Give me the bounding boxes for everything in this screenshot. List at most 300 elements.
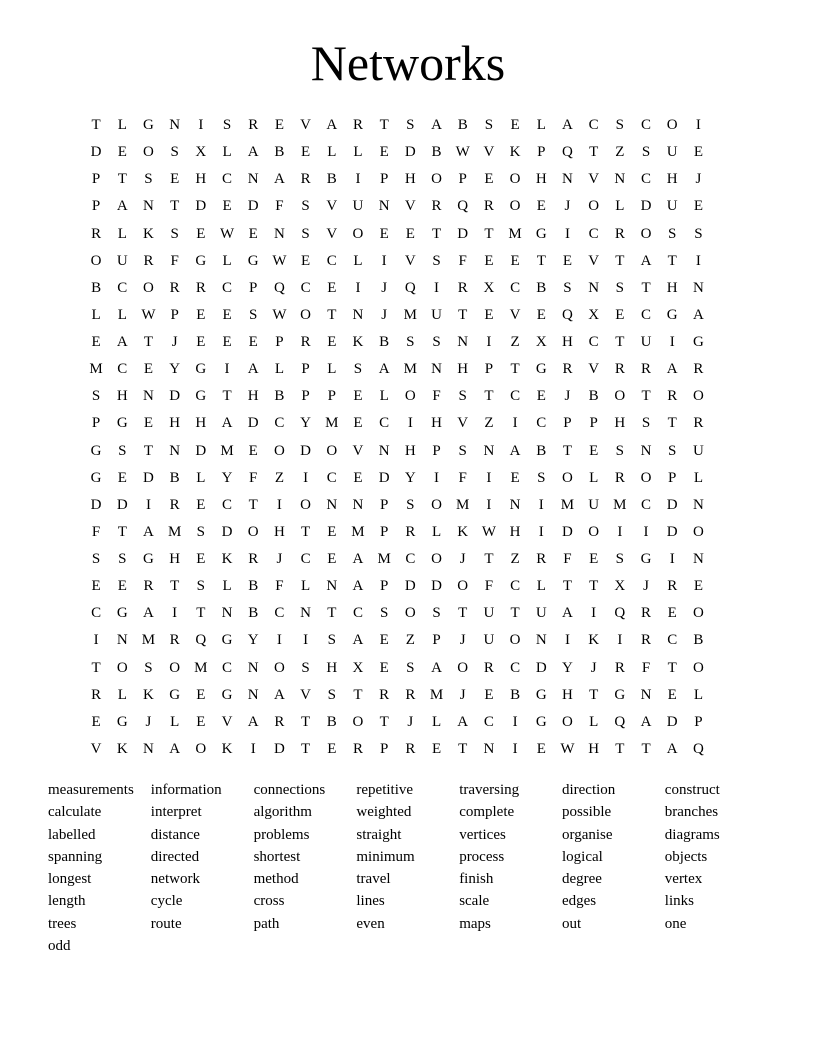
grid-letter: J <box>695 171 702 188</box>
grid-letter: S <box>301 225 310 242</box>
grid-letter: B <box>536 279 547 296</box>
grid-letter: O <box>431 171 442 188</box>
grid-letter: C <box>300 279 311 296</box>
grid-letter: N <box>273 225 285 242</box>
grid-letter: Y <box>247 632 259 649</box>
grid-letter: H <box>457 361 469 378</box>
grid-letter: D <box>562 523 573 540</box>
grid-letter: T <box>117 523 127 540</box>
grid-letter: S <box>118 551 127 568</box>
grid-letter: I <box>669 551 675 568</box>
grid-letter: G <box>90 469 102 486</box>
grid-letter: R <box>143 578 154 595</box>
grid-letter: P <box>275 334 284 351</box>
grid-letter: E <box>222 198 232 215</box>
grid-letter: L <box>91 306 101 323</box>
grid-letter: D <box>666 496 678 513</box>
grid-letter: B <box>510 686 521 703</box>
grid-letter: O <box>352 713 364 730</box>
grid-letter: L <box>274 361 284 378</box>
grid-letter: F <box>484 578 494 595</box>
grid-letter: T <box>327 605 337 622</box>
grid-letter: Q <box>457 198 469 215</box>
grid-letter: O <box>143 279 154 296</box>
grid-letter: C <box>274 605 285 622</box>
grid-letter: E <box>693 578 703 595</box>
grid-letter: M <box>194 659 208 676</box>
grid-letter: G <box>535 713 547 730</box>
grid-letter: S <box>222 117 232 134</box>
grid-letter: E <box>196 334 206 351</box>
grid-letter: O <box>143 144 154 161</box>
grid-letter: F <box>249 469 258 486</box>
word-list-item: finish <box>459 871 494 888</box>
grid-letter: M <box>141 632 156 649</box>
word-list-item: traversing <box>459 782 520 798</box>
grid-letter: X <box>483 279 495 296</box>
grid-letter: N <box>378 442 390 459</box>
grid-letter: F <box>458 252 467 269</box>
grid-letter: P <box>301 361 310 378</box>
grid-letter: O <box>273 659 285 676</box>
grid-letter: I <box>172 605 178 622</box>
grid-letter: S <box>432 605 441 622</box>
grid-letter: R <box>431 198 442 215</box>
grid-letter: N <box>300 605 312 622</box>
grid-letter: T <box>301 713 311 730</box>
grid-letter: H <box>326 659 338 676</box>
grid-letter: O <box>562 469 573 486</box>
grid-letter: P <box>694 713 703 730</box>
grid-letter: I <box>434 279 440 296</box>
grid-letter: K <box>588 632 600 649</box>
grid-letter: S <box>353 361 363 378</box>
word-list-item: links <box>664 893 694 910</box>
grid-letter: L <box>589 713 599 730</box>
grid-letter: C <box>510 659 521 676</box>
grid-letter: S <box>563 279 572 296</box>
grid-letter: C <box>483 713 494 730</box>
grid-letter: I <box>250 740 256 757</box>
grid-letter: J <box>459 632 466 649</box>
grid-letter: A <box>640 252 652 269</box>
grid-letter: T <box>327 306 337 323</box>
grid-letter: O <box>247 523 259 540</box>
grid-letter: F <box>91 523 101 540</box>
grid-letter: E <box>353 469 363 486</box>
grid-letter: E <box>562 252 573 269</box>
grid-letter: E <box>301 144 311 161</box>
grid-letter: E <box>379 659 389 676</box>
word-list-item: possible <box>561 804 612 821</box>
grid-letter: E <box>327 523 337 540</box>
grid-letter: R <box>274 713 285 730</box>
word-list-item: problems <box>253 826 310 843</box>
grid-letter: O <box>614 388 626 405</box>
grid-letter: V <box>404 252 416 269</box>
grid-letter: E <box>536 388 546 405</box>
grid-letter: B <box>457 117 468 134</box>
grid-letter: X <box>535 334 547 351</box>
grid-letter: D <box>666 523 678 540</box>
grid-letter: A <box>326 117 338 134</box>
grid-letter: L <box>536 578 546 595</box>
grid-letter: Q <box>273 279 285 296</box>
grid-letter: S <box>432 252 441 269</box>
grid-letter: L <box>353 252 363 269</box>
grid-letter: S <box>615 551 625 568</box>
grid-letter: I <box>538 523 544 540</box>
grid-letter: S <box>196 578 206 595</box>
grid-letter: D <box>195 442 207 459</box>
grid-letter: H <box>666 171 678 188</box>
grid-letter: C <box>222 279 233 296</box>
grid-letter: B <box>248 605 259 622</box>
word-list-item: straight <box>356 826 402 843</box>
grid-letter: D <box>169 388 181 405</box>
grid-letter: C <box>326 469 337 486</box>
grid-letter: N <box>640 686 652 703</box>
grid-letter: S <box>668 442 677 459</box>
grid-letter: R <box>641 605 652 622</box>
word-list-item: maps <box>459 915 491 932</box>
grid-letter: S <box>144 659 153 676</box>
grid-letter: O <box>404 388 416 405</box>
grid-letter: N <box>692 551 704 568</box>
grid-letter: H <box>614 415 626 432</box>
grid-letter: G <box>90 442 102 459</box>
grid-letter: Y <box>221 469 233 486</box>
grid-letter: R <box>143 252 154 269</box>
grid-letter: E <box>667 605 677 622</box>
grid-letter: R <box>614 361 625 378</box>
grid-letter: N <box>247 686 259 703</box>
grid-letter: U <box>535 605 547 622</box>
grid-letter: E <box>379 144 389 161</box>
grid-letter: H <box>588 740 600 757</box>
grid-letter: N <box>692 279 704 296</box>
grid-letter: L <box>117 686 127 703</box>
grid-letter: I <box>381 252 387 269</box>
grid-letter: L <box>327 144 337 161</box>
grid-letter: B <box>326 713 337 730</box>
grid-letter: S <box>432 334 441 351</box>
grid-letter: P <box>379 496 389 513</box>
grid-letter: P <box>379 740 389 757</box>
grid-letter: U <box>666 144 678 161</box>
grid-letter: N <box>431 361 442 378</box>
grid-letter: G <box>195 361 207 378</box>
word-list-item: logical <box>561 848 603 865</box>
grid-letter: R <box>169 279 180 296</box>
word-list-item: labelled <box>48 826 96 843</box>
grid-letter: D <box>90 496 102 513</box>
grid-letter: E <box>143 361 154 378</box>
grid-letter: V <box>588 252 600 269</box>
grid-letter: S <box>196 523 206 540</box>
grid-letter: W <box>272 306 287 323</box>
grid-letter: N <box>169 117 181 134</box>
grid-letter: X <box>614 578 626 595</box>
grid-letter: I <box>93 632 99 649</box>
grid-letter: R <box>693 415 704 432</box>
grid-letter: E <box>248 334 258 351</box>
grid-letter: T <box>91 117 101 134</box>
grid-letter: C <box>588 117 599 134</box>
grid-letter: U <box>431 306 442 323</box>
grid-letter: S <box>537 469 546 486</box>
grid-letter: L <box>222 252 232 269</box>
grid-letter: E <box>274 117 284 134</box>
word-list-item: algorithm <box>253 804 312 821</box>
grid-letter: P <box>589 415 598 432</box>
grid-letter: O <box>431 551 442 568</box>
grid-letter: E <box>484 252 494 269</box>
grid-letter: T <box>458 605 468 622</box>
grid-letter: N <box>169 442 181 459</box>
grid-letter: T <box>458 740 468 757</box>
grid-letter: S <box>118 442 127 459</box>
grid-letter: H <box>535 171 547 188</box>
grid-letter: B <box>379 334 390 351</box>
grid-letter: S <box>458 442 467 459</box>
grid-letter: E <box>693 198 703 215</box>
grid-letter: C <box>641 117 652 134</box>
grid-letter: E <box>170 171 180 188</box>
grid-letter: T <box>562 578 573 595</box>
grid-letter: L <box>431 713 442 730</box>
word-list-item: cross <box>253 893 285 910</box>
grid-letter: M <box>429 686 444 703</box>
grid-letter: U <box>483 632 495 649</box>
grid-letter: L <box>693 469 703 486</box>
grid-letter: T <box>641 279 651 296</box>
grid-letter: S <box>484 117 494 134</box>
grid-letter: L <box>117 117 127 134</box>
grid-letter: I <box>538 496 544 513</box>
grid-letter: C <box>588 334 599 351</box>
grid-letter: V <box>509 306 521 323</box>
grid-letter: D <box>247 198 259 215</box>
grid-letter: V <box>300 686 312 703</box>
grid-letter: G <box>143 117 154 134</box>
grid-letter: N <box>457 334 469 351</box>
grid-letter: A <box>143 523 154 540</box>
word-list-item: construct <box>664 782 720 798</box>
grid-letter: T <box>117 171 127 188</box>
grid-letter: D <box>404 144 416 161</box>
grid-letter: G <box>221 632 233 649</box>
grid-letter: W <box>272 252 287 269</box>
grid-letter: E <box>589 442 599 459</box>
grid-letter: V <box>588 171 600 188</box>
grid-letter: Z <box>484 415 494 432</box>
grid-letter: E <box>536 740 546 757</box>
grid-letter: E <box>196 713 206 730</box>
grid-letter: I <box>643 523 649 540</box>
grid-letter: A <box>352 578 364 595</box>
grid-letter: T <box>510 361 520 378</box>
grid-letter: R <box>483 198 494 215</box>
word-list-item: objects <box>664 848 708 865</box>
grid-letter: L <box>117 225 127 242</box>
grid-letter: D <box>90 144 102 161</box>
grid-letter: T <box>667 252 677 269</box>
grid-letter: Q <box>692 740 704 757</box>
grid-letter: R <box>536 551 547 568</box>
grid-letter: C <box>352 605 363 622</box>
grid-letter: T <box>379 117 389 134</box>
grid-letter: U <box>588 496 600 513</box>
grid-letter: V <box>326 198 338 215</box>
grid-letter: D <box>378 469 390 486</box>
grid-letter: K <box>143 686 154 703</box>
word-list-item: method <box>253 871 299 888</box>
grid-letter: E <box>353 388 363 405</box>
grid-letter: A <box>431 659 442 676</box>
grid-letter: P <box>432 442 441 459</box>
grid-letter: R <box>562 361 573 378</box>
grid-letter: M <box>613 496 627 513</box>
grid-letter: U <box>352 198 364 215</box>
grid-letter: T <box>641 740 651 757</box>
grid-letter: E <box>327 334 337 351</box>
grid-letter: A <box>247 713 259 730</box>
grid-letter: D <box>143 469 154 486</box>
word-list-item: minimum <box>356 848 415 865</box>
grid-letter: R <box>379 686 390 703</box>
grid-letter: P <box>537 144 546 161</box>
grid-letter: U <box>666 198 678 215</box>
grid-letter: G <box>116 605 128 622</box>
grid-letter: I <box>276 496 282 513</box>
grid-letter: C <box>91 605 102 622</box>
grid-letter: A <box>457 713 469 730</box>
grid-letter: E <box>536 306 546 323</box>
grid-letter: C <box>405 551 416 568</box>
grid-letter: Q <box>404 279 416 296</box>
grid-letter: F <box>275 578 284 595</box>
grid-letter: H <box>666 279 678 296</box>
grid-letter: E <box>405 225 415 242</box>
grid-letter: A <box>378 361 390 378</box>
grid-letter: E <box>379 225 389 242</box>
grid-letter: N <box>143 388 154 405</box>
grid-letter: A <box>666 740 678 757</box>
grid-letter: E <box>484 306 494 323</box>
grid-letter: L <box>536 117 546 134</box>
grid-letter: U <box>640 334 652 351</box>
grid-letter: O <box>562 713 573 730</box>
grid-letter: S <box>91 551 101 568</box>
word-list-item: vertices <box>459 826 506 843</box>
grid-letter: E <box>301 252 311 269</box>
grid-letter: Q <box>614 713 626 730</box>
grid-letter: T <box>484 388 494 405</box>
grid-letter: O <box>692 523 704 540</box>
grid-letter: A <box>143 605 154 622</box>
grid-letter: V <box>326 225 338 242</box>
grid-letter: A <box>431 117 442 134</box>
grid-letter: J <box>459 551 466 568</box>
grid-letter: Q <box>195 632 207 649</box>
grid-letter: N <box>509 496 521 513</box>
grid-letter: B <box>431 144 442 161</box>
grid-letter: N <box>143 198 154 215</box>
grid-letter: S <box>406 659 415 676</box>
word-list-item: path <box>253 915 280 932</box>
grid-letter: N <box>483 442 495 459</box>
grid-letter: S <box>694 225 703 242</box>
grid-letter: E <box>222 306 232 323</box>
grid-letter: S <box>249 306 258 323</box>
grid-letter: Z <box>510 551 520 568</box>
grid-letter: I <box>276 632 282 649</box>
grid-letter: D <box>640 198 652 215</box>
grid-letter: A <box>692 306 704 323</box>
grid-letter: O <box>116 659 128 676</box>
grid-letter: E <box>91 578 101 595</box>
grid-letter: O <box>457 578 469 595</box>
grid-letter: Y <box>300 415 312 432</box>
grid-letter: F <box>275 198 284 215</box>
grid-letter: K <box>352 334 364 351</box>
grid-letter: S <box>170 225 179 242</box>
grid-letter: N <box>247 659 259 676</box>
grid-letter: L <box>170 713 180 730</box>
grid-letter: T <box>589 686 599 703</box>
word-list-item: information <box>150 782 222 798</box>
word-list-item: cycle <box>150 893 183 910</box>
grid-letter: H <box>116 388 128 405</box>
word-list-item: distance <box>150 826 200 843</box>
grid-letter: H <box>273 523 285 540</box>
word-list-item: weighted <box>356 804 412 821</box>
grid-letter: F <box>458 469 467 486</box>
word-list-item: measurements <box>48 782 134 798</box>
grid-letter: A <box>221 415 233 432</box>
grid-letter: V <box>300 117 312 134</box>
grid-letter: B <box>91 279 102 296</box>
grid-letter: H <box>247 388 259 405</box>
grid-letter: S <box>458 388 467 405</box>
grid-letter: W <box>481 523 496 540</box>
grid-letter: D <box>457 225 469 242</box>
grid-letter: L <box>589 469 599 486</box>
grid-letter: E <box>196 686 206 703</box>
grid-letter: P <box>563 415 572 432</box>
word-list-item: diagrams <box>664 826 720 843</box>
word-list-item: scale <box>459 893 490 910</box>
grid-letter: C <box>588 225 599 242</box>
grid-letter: R <box>405 523 416 540</box>
grid-letter: R <box>300 171 311 188</box>
word-list-item: complete <box>459 804 515 821</box>
grid-letter: C <box>510 578 521 595</box>
grid-letter: E <box>510 117 520 134</box>
grid-letter: V <box>90 740 102 757</box>
grid-letter: P <box>170 306 179 323</box>
grid-letter: T <box>484 225 494 242</box>
grid-letter: G <box>169 686 181 703</box>
grid-letter: O <box>300 496 312 513</box>
word-list-item: travel <box>356 871 391 888</box>
grid-letter: Z <box>274 469 284 486</box>
grid-letter: T <box>301 523 311 540</box>
grid-letter: P <box>379 523 389 540</box>
grid-letter: O <box>326 442 338 459</box>
grid-letter: O <box>692 659 704 676</box>
